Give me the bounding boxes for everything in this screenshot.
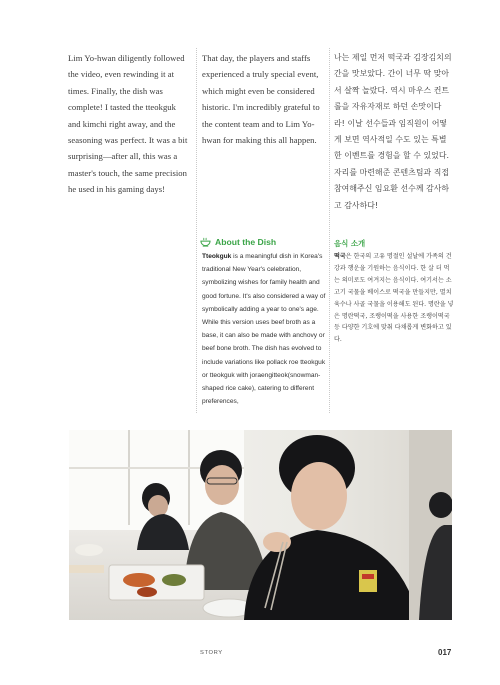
article-text-1: Lim Yo-hwan diligently followed the video, even rewinding it at times. Finally, the dish was complete! I tasted the tteokguk and kimchi right away, and the seasoning was perfect. It was a bit surprising—after all, this was a master's touch, the same precision he used in his gaming days!: [68, 53, 188, 195]
page-number: 017: [438, 648, 452, 657]
bowl-icon: [200, 237, 211, 247]
about-dish-text: [202, 250, 327, 408]
korean-intro-body: 은 한국의 고유 명절인 설날에 가족의 건강과 행운을 기원하는 음식이다. 한 살 더 먹는 의미로도 여겨지는 음식이다. 여기서는 소고기 국물을 베이스로 떡국을 만들지만, 멸치 육수나 사골 국물을 이용해도 된다. 명란을 넣은 명란떡국, 조랭이떡을 사용한 조랭이떡국 등 다양한 기호에 맞춰 다채롭게 변화하고 있다.: [334, 253, 454, 344]
about-dish-body: is a meaningful dish in Korea's traditional New Year's celebration, symbolizing wishes for family health and good fortune. It's also considered a way of symbolically adding a year to one's age. While this version uses beef broth as a base, it can also be made with anchovy or beef bone broth. The dish has evolved to include variations like pollack roe tteokguk or tteokguk with joraengitteok(snowman-shaped rice cake), catering to different preferences,: [202, 253, 326, 406]
section-label: STORY: [200, 650, 223, 656]
article-column-2: [202, 50, 325, 148]
article-column-korean: [334, 50, 452, 214]
article-text-korean: 나는 제일 먼저 떡국과 김장김치의 간을 맛보았다. 간이 너무 딱 맞아서 살짝 놀랐다. 역시 마우스 컨트롤을 자유자재로 하던 손맛이다라! 이날 선수들과 임직원이 어떻게 보면 역사적일 수도 있는 특별한 이벤트를 경험을 할 수 있었다. 자리를 마련해준 콘텐츠팀과 직접 참여해주신 임요환 선수께 감사하고 감사하다!: [334, 53, 452, 210]
column-divider-1: [196, 48, 197, 413]
korean-intro-text: [334, 251, 454, 346]
dining-photo-illustration: [69, 430, 452, 620]
about-dish-lead: Tteokguk: [202, 253, 232, 260]
article-text-2: That day, the players and staffs experienced a truly special event, which might even be considered historic. I'm incredibly grateful to the content team and to Lim Yo-hwan for making this all happen.: [202, 53, 320, 146]
korean-intro-lead: 떡국: [334, 253, 346, 260]
about-dish-heading: [200, 237, 276, 247]
about-dish-title: About the Dish: [215, 237, 277, 247]
dining-photo: [69, 430, 452, 620]
korean-intro-heading: 음식 소개: [334, 239, 366, 248]
article-column-1: [68, 50, 190, 198]
column-divider-2: [329, 48, 330, 413]
